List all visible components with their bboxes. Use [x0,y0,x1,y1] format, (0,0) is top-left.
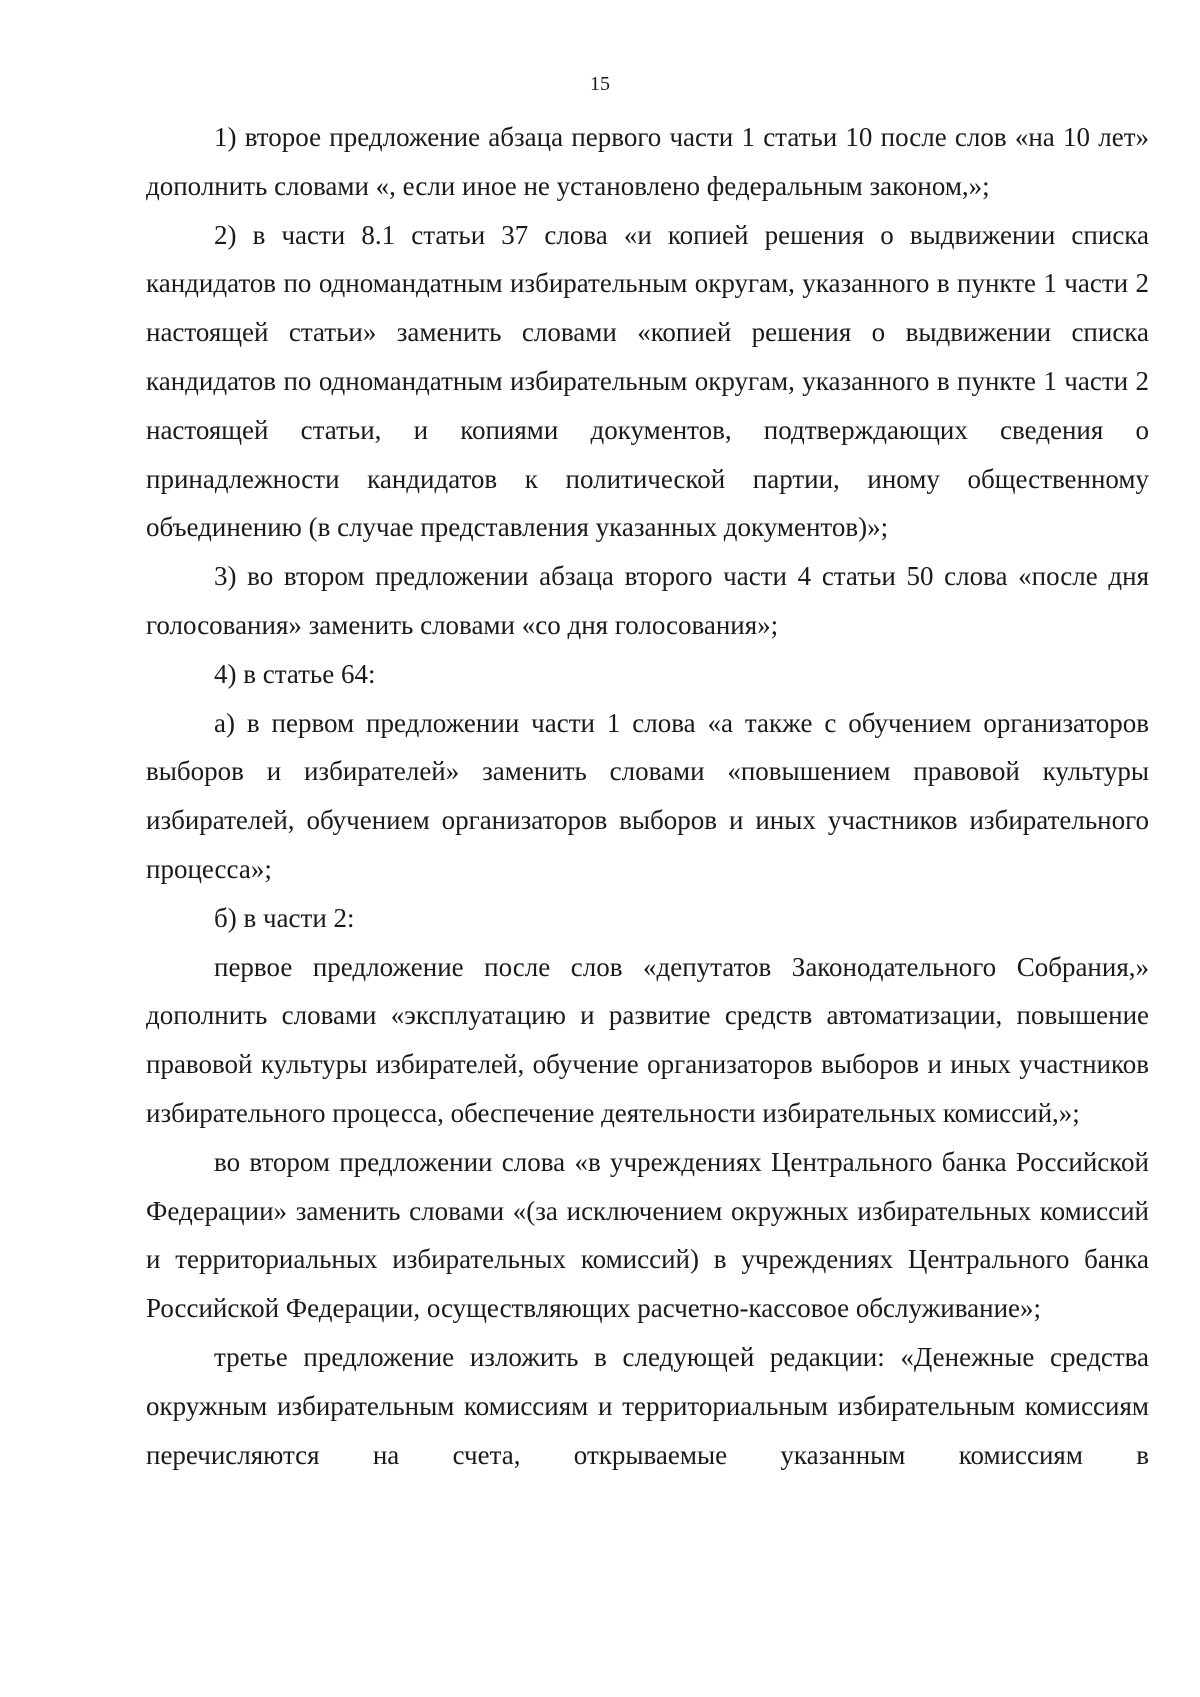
paragraph-item-4: 4) в статье 64: [214,658,376,689]
paragraph-item-2: 2) в части 8.1 статьи 37 слова «и копией решения о выдвижении списка кандидатов по одномандатным избирательным округам, указанного в пункте 1 части 2 настоящей статьи» заменить словами «копией решения о выдвижении списка кандидатов по одномандатным избирательным округам, указанного в пункте 1 части 2 настоящей статьи, и копиями документов, подтверждающих сведения о принадлежности кандидатов к политической партии, иному общественному объединению (в случае представления указанных документов)»; [146,219,1149,543]
document-body [146,113,1149,1479]
page-number: 15 [590,73,610,95]
paragraph-item-1: 1) второе предложение абзаца первого части 1 статьи 10 после слов «на 10 лет» дополнить словами «, если иное не установлено федеральным законом,»; [146,122,1149,201]
paragraph-first-sentence: первое предложение после слов «депутатов Законодательного Собрания,» дополнить словами «эксплуатацию и развитие средств автоматизации, повышение правовой культуры избирателей, обучение организаторов выборов и иных участников избирательного процесса, обеспечение деятельности избирательных комиссий,»; [146,951,1149,1128]
paragraph-subitem-a: а) в первом предложении части 1 слова «а также с обучением организаторов выборов и избирателей» заменить словами «повышением правовой культуры избирателей, обучением организаторов выборов и иных участников избирательного процесса»; [146,707,1149,884]
paragraph-subitem-b: б) в части 2: [214,902,355,933]
paragraph-item-3: 3) во втором предложении абзаца второго части 4 статьи 50 слова «после дня голосования» заменить словами «со дня голосования»; [146,561,1149,640]
paragraph-third-sentence: третье предложение изложить в следующей редакции: «Денежные средства окружным избирательным комиссиям и территориальным избирательным комиссиям перечисляются на счета, открываемые указанным комиссиям в [146,1341,1149,1470]
paragraph-second-sentence: во втором предложении слова «в учреждениях Центрального банка Российской Федерации» заменить словами «(за исключением окружных избирательных комиссий и территориальных избирательных комиссий) в учреждениях Центрального банка Российской Федерации, осуществляющих расчетно-кассовое обслуживание»; [146,1146,1149,1324]
